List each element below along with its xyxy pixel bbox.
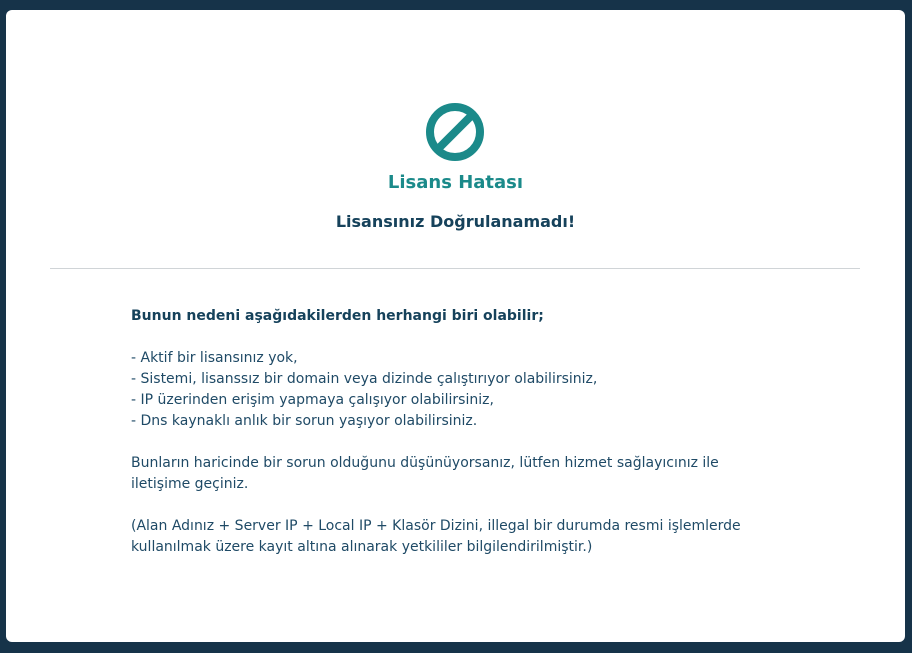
message-body [131,306,771,558]
reason-item: - Sistemi, lisanssız bir domain veya dizinde çalıştırıyor olabilirsiniz, [131,371,598,387]
reasons-heading: Bunun nedeni aşağıdakilerden herhangi biri olabilir; [131,308,544,324]
contact-text: Bunların haricinde bir sorun olduğunu düşünüyorsanız, lütfen hizmet sağlayıcınız ile iletişime geçiniz. [131,455,719,492]
reason-item: - IP üzerinden erişim yapmaya çalışıyor olabilirsiniz, [131,392,494,408]
error-card [6,10,905,642]
notice-text: (Alan Adınız + Server IP + Local IP + Klasör Dizini, illegal bir durumda resmi işlemlerde kullanılmak üzere kayıt altına alınarak yetkililer bilgilendirilmiştir.) [131,518,741,555]
divider [50,268,860,269]
ban-icon [425,102,485,162]
page-subtitle: Lisansınız Doğrulanamadı! [335,212,576,231]
page-title: Lisans Hatası [387,172,524,193]
reason-item: - Aktif bir lisansınız yok, [131,350,298,366]
reason-item: - Dns kaynaklı anlık bir sorun yaşıyor olabilirsiniz. [131,413,478,429]
